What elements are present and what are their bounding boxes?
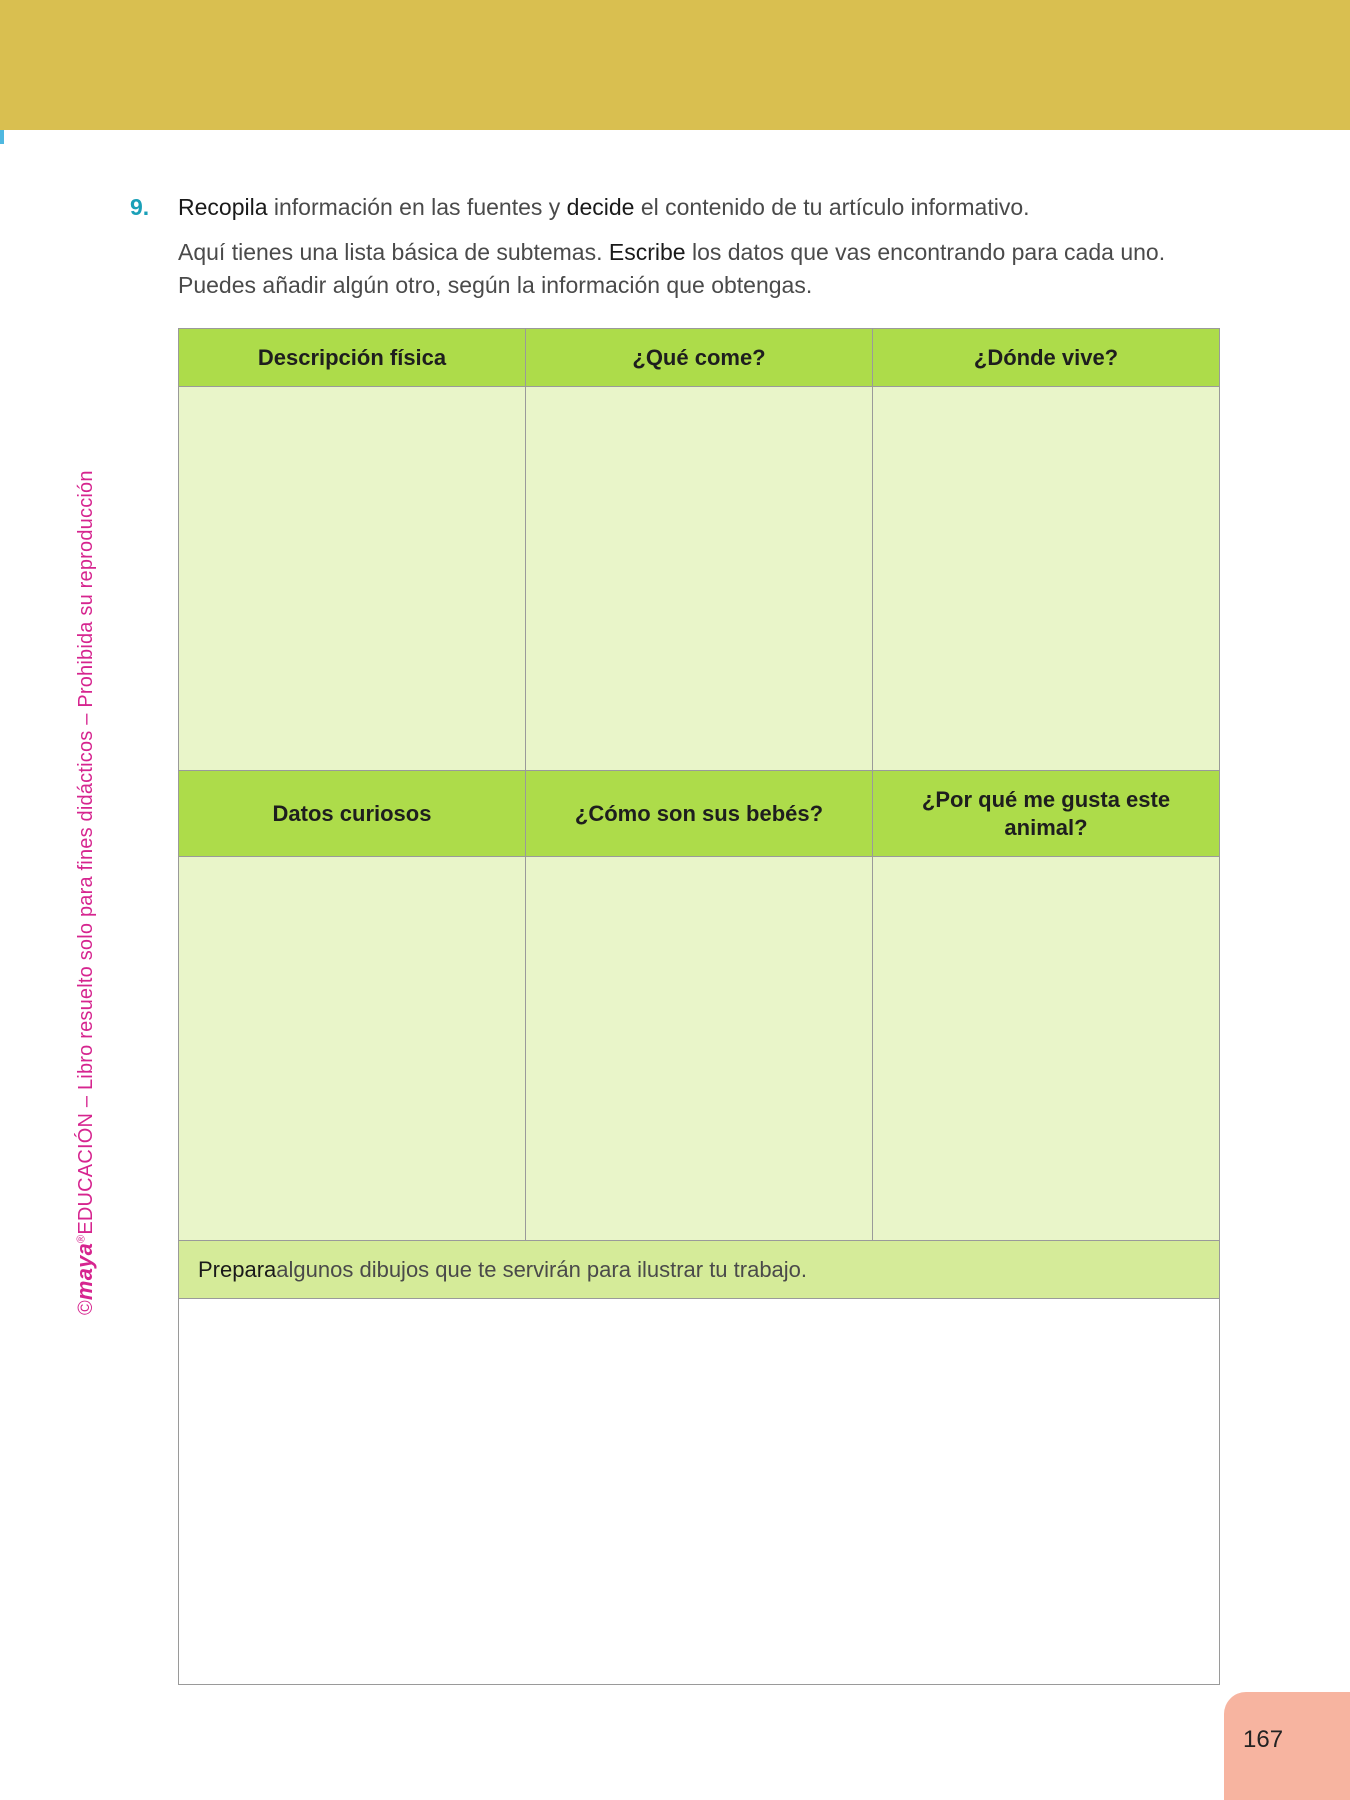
drawing-instruction-row: Prepara algunos dibujos que te servirán para ilustrar tu trabajo. [179,1241,1219,1299]
answer-cell-datos-curiosos[interactable] [179,857,526,1240]
header-cell: ¿Por qué me gusta este animal? [921,786,1171,840]
page-number: 167 [1224,1692,1350,1800]
header-cell: ¿Dónde vive? [973,344,1119,370]
answer-row-top [179,387,1219,771]
top-color-band [0,0,1350,130]
exercise-number: 9. [130,194,150,220]
instruction-subtext: Aquí tienes una lista básica de subtemas. Escribe los datos que vas encontrando para cada uno. Puedes añadir algún otro, según la información que obtengas. [178,239,1166,298]
publisher-logo: maya [72,1242,97,1301]
subtopics-table [178,328,1220,1685]
header-cell: ¿Qué come? [526,329,873,386]
answer-cell-que-come[interactable] [526,387,873,770]
answer-cell-por-que-gusta[interactable] [873,857,1219,1240]
header-cell: ¿Cómo son sus bebés? [526,771,873,856]
left-edge-marker [0,130,4,144]
drawing-area[interactable] [179,1299,1219,1684]
answer-cell-bebes[interactable] [526,857,873,1240]
header-cell: Descripción física [179,329,526,386]
header-row-bottom [179,771,1219,857]
header-row-top [179,329,1219,387]
answer-cell-donde-vive[interactable] [873,387,1219,770]
answer-row-bottom [179,857,1219,1241]
copyright-side-note: ©maya®EDUCACIÓN – Libro resuelto solo para fines didácticos – Prohibida su reproducción [72,470,97,1315]
instruction-line: Recopila información en las fuentes y decide el contenido de tu artículo informativo. [178,194,1030,220]
header-cell: Datos curiosos [179,771,526,856]
answer-cell-descripcion[interactable] [179,387,526,770]
